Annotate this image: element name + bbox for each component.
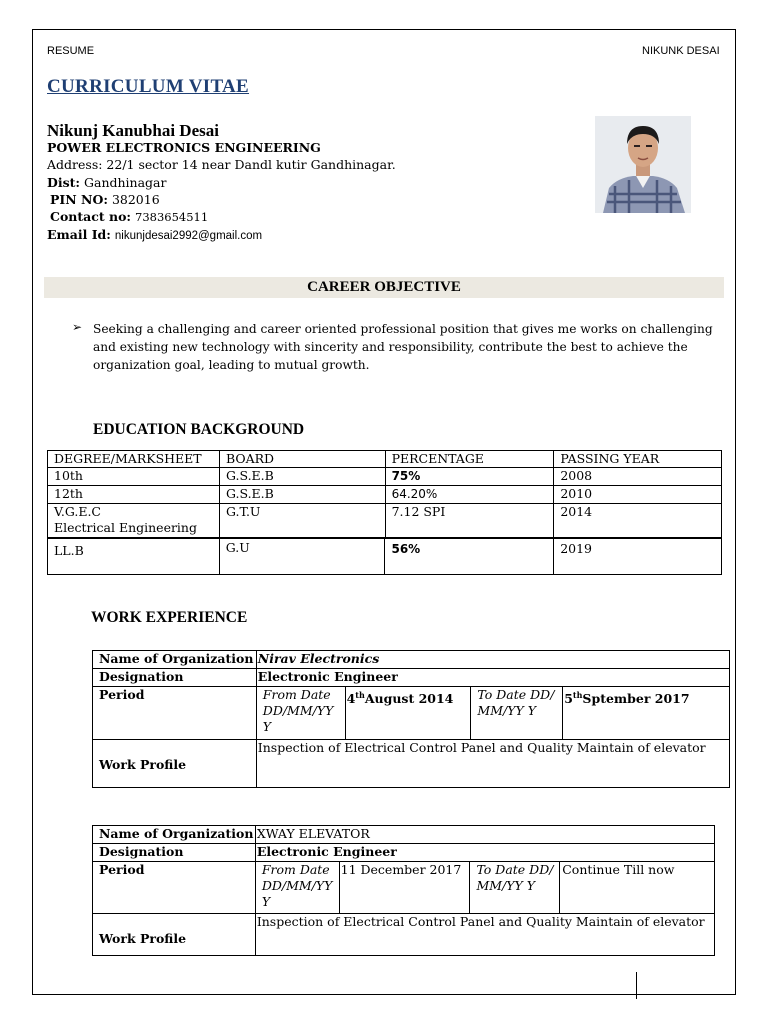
year-cell: 2019 <box>554 539 722 575</box>
designation-value: Electronic Engineer <box>256 669 729 687</box>
header-right: NIKUNK DESAI <box>642 45 720 57</box>
designation-label: Designation <box>93 669 257 687</box>
pin-value: 382016 <box>111 192 160 207</box>
year-cell: 2008 <box>554 468 722 486</box>
designation-row <box>93 844 715 862</box>
education-table <box>47 450 722 538</box>
education-table-llb <box>47 538 722 575</box>
table-row <box>48 504 722 538</box>
org-value: XWAY ELEVATOR <box>255 826 714 844</box>
from-sup: th <box>355 690 365 700</box>
degree-cell <box>48 504 220 538</box>
career-objective-heading: CAREER OBJECTIVE <box>44 277 724 298</box>
table-row <box>48 468 722 486</box>
page-title: CURRICULUM VITAE <box>47 76 250 97</box>
profile-row <box>93 914 715 956</box>
col-degree: DEGREE/MARKSHEET <box>48 451 220 468</box>
email-value: nikunjdesai2992@gmail.com <box>114 230 263 242</box>
col-year: PASSING YEAR <box>554 451 722 468</box>
degree-cell: LL.B <box>48 539 220 575</box>
to-date-label: To Date DD/MM/YY Y <box>470 862 560 914</box>
profile-value: Inspection of Electrical Control Panel and Quality Maintain of elevator <box>255 914 714 956</box>
from-rest: August 2014 <box>364 691 454 707</box>
candidate-name: Nikunj Kanubhai Desai <box>47 121 219 140</box>
profile-value: Inspection of Electrical Control Panel and Quality Maintain of elevator <box>256 740 729 788</box>
to-day: 5 <box>564 691 573 707</box>
table-row <box>48 486 722 504</box>
candidate-dist <box>47 175 166 190</box>
period-row <box>93 687 730 740</box>
board-cell: G.U <box>219 539 385 575</box>
org-row <box>93 651 730 669</box>
from-date-label: From Date DD/MM/YY Y <box>255 862 339 914</box>
to-sup: th <box>572 690 583 700</box>
degree-line-1: V.G.E.C <box>54 504 101 519</box>
from-date-label: From Date DD/MM/YY Y <box>256 687 345 740</box>
from-date-value <box>345 687 471 740</box>
work-heading: WORK EXPERIENCE <box>91 609 248 626</box>
degree-cell: 10th <box>48 468 220 486</box>
board-cell: G.S.E.B <box>219 486 385 504</box>
percentage-cell: 64.20% <box>385 486 554 504</box>
work-table-2 <box>92 825 715 956</box>
table-row <box>48 539 722 575</box>
period-row <box>93 862 715 914</box>
col-percentage: PERCENTAGE <box>385 451 554 468</box>
percentage-cell: 56% <box>385 539 554 575</box>
contact-label: Contact no: <box>50 209 132 224</box>
org-row <box>93 826 715 844</box>
candidate-address: Address: 22/1 sector 14 near Dandl kutir Gandhinagar. <box>47 157 396 172</box>
year-cell: 2014 <box>554 504 722 538</box>
education-heading: EDUCATION BACKGROUND <box>93 421 305 438</box>
designation-label: Designation <box>93 844 256 862</box>
profile-row <box>93 740 730 788</box>
work-table-1 <box>92 650 730 788</box>
designation-value: Electronic Engineer <box>255 844 714 862</box>
to-date-value <box>563 687 730 740</box>
to-date-value: Continue Till now <box>560 862 715 914</box>
year-cell: 2010 <box>554 486 722 504</box>
header-left: RESUME <box>47 45 95 57</box>
dist-label: Dist: <box>47 175 81 190</box>
career-objective-text: Seeking a challenging and career oriented professional position that gives me works on challenging and existing new technology with sincerity and responsibility, contribute the best to achieve the organization goal, leading to mutual growth. <box>93 322 713 372</box>
org-label: Name of Organization <box>93 651 257 669</box>
to-rest: Sptember 2017 <box>582 691 690 707</box>
col-board: BOARD <box>219 451 385 468</box>
email-label: Email Id: <box>47 227 111 242</box>
profile-photo <box>595 116 691 213</box>
page-marker-line <box>636 972 637 999</box>
org-label: Name of Organization <box>93 826 256 844</box>
from-date-value: 11 December 2017 <box>339 862 470 914</box>
profile-label: Work Profile <box>93 914 256 956</box>
candidate-pin <box>50 192 160 207</box>
percentage-cell: 7.12 SPI <box>385 504 554 538</box>
pin-label: PIN NO: <box>50 192 108 207</box>
degree-cell: 12th <box>48 486 220 504</box>
candidate-branch: POWER ELECTRONICS ENGINEERING <box>47 140 321 155</box>
period-label: Period <box>93 687 257 740</box>
bullet-arrow-icon: ➢ <box>72 320 83 334</box>
profile-label: Work Profile <box>93 740 257 788</box>
dist-value: Gandhinagar <box>84 175 167 190</box>
table-header-row <box>48 451 722 468</box>
designation-row <box>93 669 730 687</box>
degree-line-2: Electrical Engineering <box>54 520 197 535</box>
board-cell: G.T.U <box>219 504 385 538</box>
org-value: Nirav Electronics <box>256 651 729 669</box>
board-cell: G.S.E.B <box>219 468 385 486</box>
to-date-label: To Date DD/MM/YY Y <box>471 687 563 740</box>
contact-value: 7383654511 <box>135 210 209 224</box>
candidate-email <box>47 227 262 242</box>
period-label: Period <box>93 862 256 914</box>
from-day: 4 <box>346 691 356 707</box>
candidate-contact <box>50 209 208 224</box>
percentage-cell: 75% <box>385 468 554 486</box>
